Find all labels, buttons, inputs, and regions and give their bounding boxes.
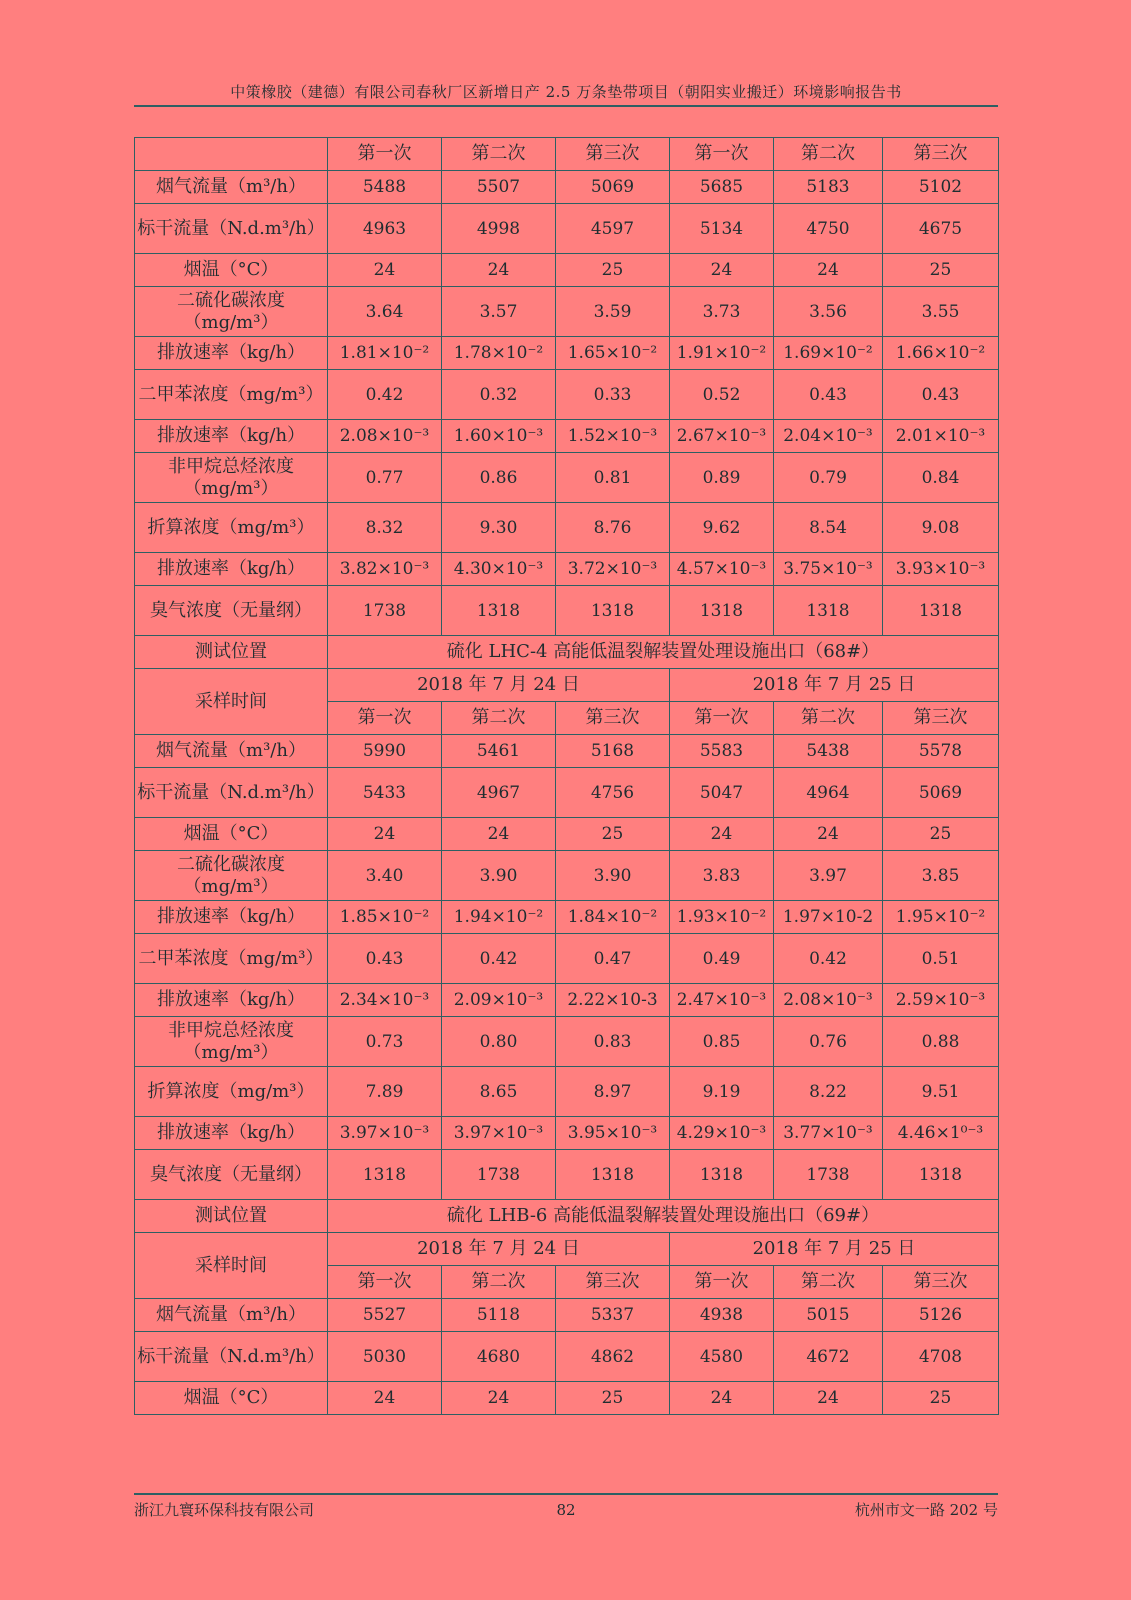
table-row <box>135 370 999 420</box>
table-cell: 0.43 <box>328 934 442 984</box>
table-cell: 5685 <box>670 171 774 204</box>
table-row <box>135 337 999 370</box>
table-row <box>135 851 999 901</box>
row-label: 排放速率（kg/h） <box>135 337 328 370</box>
table-cell: 4597 <box>556 204 670 254</box>
table-cell: 0.49 <box>670 934 774 984</box>
row-label: 标干流量（N.d.m³/h） <box>135 204 328 254</box>
footer-rule <box>134 1493 998 1495</box>
table-cell: 0.73 <box>328 1017 442 1067</box>
table-cell: 2.08×10⁻³ <box>774 984 883 1017</box>
table-cell: 1318 <box>442 586 556 636</box>
sample-header-cell: 第三次 <box>883 1266 999 1299</box>
table-cell: 1.81×10⁻² <box>328 337 442 370</box>
table-cell: 5102 <box>883 171 999 204</box>
table-cell: 24 <box>328 1382 442 1415</box>
row-label: 排放速率（kg/h） <box>135 420 328 453</box>
table-cell: 3.73 <box>670 287 774 337</box>
table-row <box>135 586 999 636</box>
table-cell: 24 <box>670 254 774 287</box>
row-label: 排放速率（kg/h） <box>135 553 328 586</box>
table-cell: 9.62 <box>670 503 774 553</box>
sample-header-cell: 第一次 <box>328 138 442 171</box>
sample-header-cell: 第三次 <box>883 702 999 735</box>
table-row <box>135 287 999 337</box>
table-cell: 25 <box>883 254 999 287</box>
sample-header-cell: 第三次 <box>556 138 670 171</box>
table-cell: 3.85 <box>883 851 999 901</box>
table-cell: 3.90 <box>556 851 670 901</box>
table-cell: 4.30×10⁻³ <box>442 553 556 586</box>
table-row <box>135 636 999 669</box>
table-cell: 4963 <box>328 204 442 254</box>
table-cell: 0.42 <box>442 934 556 984</box>
table-cell: 4680 <box>442 1332 556 1382</box>
table-cell: 0.43 <box>883 370 999 420</box>
table-cell: 2.01×10⁻³ <box>883 420 999 453</box>
table-cell: 9.08 <box>883 503 999 553</box>
page-header: 中策橡胶（建德）有限公司春秋厂区新增日产 2.5 万条垫带项目（朝阳实业搬迁）环境影响报告书 <box>230 83 902 101</box>
table-cell: 0.32 <box>442 370 556 420</box>
page-footer <box>134 1498 998 1522</box>
table-cell: 9.30 <box>442 503 556 553</box>
emission-table <box>134 137 999 1415</box>
table-cell: 0.42 <box>328 370 442 420</box>
table-cell: 3.77×10⁻³ <box>774 1117 883 1150</box>
table-cell: 5030 <box>328 1332 442 1382</box>
table-cell: 8.97 <box>556 1067 670 1117</box>
row-label: 烟气流量（m³/h） <box>135 1299 328 1332</box>
table-cell: 25 <box>883 818 999 851</box>
table-cell: 24 <box>774 818 883 851</box>
location-label: 测试位置 <box>135 636 328 669</box>
table-cell: 0.77 <box>328 453 442 503</box>
row-label: 烟气流量（m³/h） <box>135 735 328 768</box>
sample-header-cell: 第二次 <box>774 702 883 735</box>
table-cell: 0.83 <box>556 1017 670 1067</box>
table-cell: 5438 <box>774 735 883 768</box>
table-cell: 4750 <box>774 204 883 254</box>
sample-header-cell: 第二次 <box>442 138 556 171</box>
row-label: 烟温（°C） <box>135 254 328 287</box>
table-cell: 0.33 <box>556 370 670 420</box>
table-cell: 1.66×10⁻² <box>883 337 999 370</box>
table-cell: 4580 <box>670 1332 774 1382</box>
table-cell: 9.19 <box>670 1067 774 1117</box>
row-label: 排放速率（kg/h） <box>135 1117 328 1150</box>
table-cell: 25 <box>883 1382 999 1415</box>
row-label: 非甲烷总烃浓度（mg/m³） <box>135 453 328 503</box>
table-row <box>135 503 999 553</box>
table-cell: 3.57 <box>442 287 556 337</box>
table-cell: 5069 <box>883 768 999 818</box>
table-cell: 24 <box>670 1382 774 1415</box>
table-cell: 3.90 <box>442 851 556 901</box>
table-row <box>135 420 999 453</box>
table-cell: 8.54 <box>774 503 883 553</box>
page-number: 82 <box>556 1501 576 1519</box>
row-label: 二硫化碳浓度（mg/m³） <box>135 287 328 337</box>
table-cell: 3.95×10⁻³ <box>556 1117 670 1150</box>
table-cell: 1.94×10⁻² <box>442 901 556 934</box>
table-cell: 2.34×10⁻³ <box>328 984 442 1017</box>
sampling-time-label: 采样时间 <box>135 1233 328 1299</box>
table-cell: 4708 <box>883 1332 999 1382</box>
row-label: 烟气流量（m³/h） <box>135 171 328 204</box>
row-label: 臭气浓度（无量纲） <box>135 586 328 636</box>
table-cell: 1.95×10⁻² <box>883 901 999 934</box>
table-cell: 4967 <box>442 768 556 818</box>
row-label: 烟温（°C） <box>135 1382 328 1415</box>
table-cell: 1318 <box>670 1150 774 1200</box>
table-cell: 9.51 <box>883 1067 999 1117</box>
table-cell: 5583 <box>670 735 774 768</box>
table-cell: 5527 <box>328 1299 442 1332</box>
table-cell: 4998 <box>442 204 556 254</box>
row-label: 排放速率（kg/h） <box>135 901 328 934</box>
row-label: 排放速率（kg/h） <box>135 984 328 1017</box>
table-cell: 0.81 <box>556 453 670 503</box>
table-cell: 5168 <box>556 735 670 768</box>
table-cell: 4964 <box>774 768 883 818</box>
date-cell: 2018 年 7 月 24 日 <box>328 669 670 702</box>
location-value: 硫化 LHB-6 高能低温裂解装置处理设施出口（69#） <box>328 1200 999 1233</box>
table-cell: 1.93×10⁻² <box>670 901 774 934</box>
table-row <box>135 204 999 254</box>
row-label: 非甲烷总烃浓度（mg/m³） <box>135 1017 328 1067</box>
table-cell: 4672 <box>774 1332 883 1382</box>
table-cell: 5047 <box>670 768 774 818</box>
table-row <box>135 171 999 204</box>
table-cell: 2.67×10⁻³ <box>670 420 774 453</box>
table-cell: 1.78×10⁻² <box>442 337 556 370</box>
table-cell: 1318 <box>556 1150 670 1200</box>
table-cell: 3.97 <box>774 851 883 901</box>
table-cell: 4.57×10⁻³ <box>670 553 774 586</box>
table-cell: 2.59×10⁻³ <box>883 984 999 1017</box>
header-rule <box>134 105 998 107</box>
row-label: 标干流量（N.d.m³/h） <box>135 768 328 818</box>
table-row <box>135 1233 999 1266</box>
table-cell: 1318 <box>556 586 670 636</box>
table-cell: 2.08×10⁻³ <box>328 420 442 453</box>
table-row <box>135 1117 999 1150</box>
table-row <box>135 735 999 768</box>
table-cell: 1738 <box>774 1150 883 1200</box>
table-cell: 0.51 <box>883 934 999 984</box>
table-cell: 8.65 <box>442 1067 556 1117</box>
table-row <box>135 768 999 818</box>
sample-header-cell: 第三次 <box>883 138 999 171</box>
sample-header-cell: 第三次 <box>556 1266 670 1299</box>
table-row <box>135 901 999 934</box>
table-cell: 25 <box>556 818 670 851</box>
table-cell: 0.86 <box>442 453 556 503</box>
table-cell: 3.56 <box>774 287 883 337</box>
table-row <box>135 984 999 1017</box>
table-cell: 3.64 <box>328 287 442 337</box>
table-row <box>135 1382 999 1415</box>
table-row <box>135 453 999 503</box>
table-cell: 1.69×10⁻² <box>774 337 883 370</box>
table-row <box>135 1067 999 1117</box>
table-row <box>135 934 999 984</box>
sample-header-cell: 第三次 <box>556 702 670 735</box>
sample-header-cell: 第二次 <box>774 1266 883 1299</box>
row-label: 折算浓度（mg/m³） <box>135 503 328 553</box>
row-label: 二甲苯浓度（mg/m³） <box>135 934 328 984</box>
table-cell: 2.04×10⁻³ <box>774 420 883 453</box>
table-cell: 1.52×10⁻³ <box>556 420 670 453</box>
table-cell: 0.85 <box>670 1017 774 1067</box>
row-label: 标干流量（N.d.m³/h） <box>135 1332 328 1382</box>
table-cell: 0.43 <box>774 370 883 420</box>
table-cell: 24 <box>328 254 442 287</box>
table-cell: 4.29×10⁻³ <box>670 1117 774 1150</box>
table-cell: 5337 <box>556 1299 670 1332</box>
table-cell: 1.97×10-2 <box>774 901 883 934</box>
table-cell: 0.79 <box>774 453 883 503</box>
table-cell: 1738 <box>328 586 442 636</box>
table-cell: 1318 <box>670 586 774 636</box>
sample-header-cell: 第二次 <box>442 1266 556 1299</box>
table-cell: 3.72×10⁻³ <box>556 553 670 586</box>
location-value: 硫化 LHC-4 高能低温裂解装置处理设施出口（68#） <box>328 636 999 669</box>
date-cell: 2018 年 7 月 24 日 <box>328 1233 670 1266</box>
table-row <box>135 138 999 171</box>
table-cell: 3.97×10⁻³ <box>442 1117 556 1150</box>
table-cell: 5015 <box>774 1299 883 1332</box>
row-label: 二甲苯浓度（mg/m³） <box>135 370 328 420</box>
row-label: 二硫化碳浓度（mg/m³） <box>135 851 328 901</box>
table-cell: 24 <box>442 818 556 851</box>
table-cell: 3.82×10⁻³ <box>328 553 442 586</box>
sample-header-cell: 第二次 <box>442 702 556 735</box>
table-cell: 3.83 <box>670 851 774 901</box>
date-cell: 2018 年 7 月 25 日 <box>670 669 999 702</box>
table-cell: 0.52 <box>670 370 774 420</box>
table-row <box>135 1200 999 1233</box>
table-cell: 25 <box>556 254 670 287</box>
table-cell: 5134 <box>670 204 774 254</box>
table-cell: 24 <box>328 818 442 851</box>
row-label: 烟温（°C） <box>135 818 328 851</box>
row-label <box>135 138 328 171</box>
sampling-time-label: 采样时间 <box>135 669 328 735</box>
table-cell: 1318 <box>328 1150 442 1200</box>
table-cell: 1.65×10⁻² <box>556 337 670 370</box>
table-cell: 8.76 <box>556 503 670 553</box>
table-row <box>135 1150 999 1200</box>
sample-header-cell: 第一次 <box>670 138 774 171</box>
table-cell: 3.59 <box>556 287 670 337</box>
row-label: 折算浓度（mg/m³） <box>135 1067 328 1117</box>
table-cell: 8.22 <box>774 1067 883 1117</box>
table-cell: 3.97×10⁻³ <box>328 1117 442 1150</box>
table-cell: 5578 <box>883 735 999 768</box>
table-cell: 4938 <box>670 1299 774 1332</box>
location-label: 测试位置 <box>135 1200 328 1233</box>
sample-header-cell: 第二次 <box>774 138 883 171</box>
table-cell: 1318 <box>774 586 883 636</box>
table-cell: 2.47×10⁻³ <box>670 984 774 1017</box>
table-cell: 24 <box>774 1382 883 1415</box>
table-cell: 3.75×10⁻³ <box>774 553 883 586</box>
table-cell: 0.42 <box>774 934 883 984</box>
table-cell: 25 <box>556 1382 670 1415</box>
footer-address: 杭州市文一路 202 号 <box>854 1501 998 1519</box>
table-cell: 24 <box>442 254 556 287</box>
table-cell: 1.84×10⁻² <box>556 901 670 934</box>
table-row <box>135 669 999 702</box>
table-cell: 1.85×10⁻² <box>328 901 442 934</box>
table-cell: 1.91×10⁻² <box>670 337 774 370</box>
sample-header-cell: 第一次 <box>328 702 442 735</box>
table-cell: 24 <box>774 254 883 287</box>
table-row <box>135 553 999 586</box>
table-cell: 0.89 <box>670 453 774 503</box>
table-cell: 5990 <box>328 735 442 768</box>
table-cell: 0.76 <box>774 1017 883 1067</box>
sample-header-cell: 第一次 <box>328 1266 442 1299</box>
sample-header-cell: 第一次 <box>670 702 774 735</box>
table-cell: 5488 <box>328 171 442 204</box>
date-cell: 2018 年 7 月 25 日 <box>670 1233 999 1266</box>
table-cell: 0.47 <box>556 934 670 984</box>
row-label: 臭气浓度（无量纲） <box>135 1150 328 1200</box>
table-cell: 3.40 <box>328 851 442 901</box>
table-cell: 5069 <box>556 171 670 204</box>
table-cell: 0.80 <box>442 1017 556 1067</box>
table-cell: 24 <box>670 818 774 851</box>
table-cell: 8.32 <box>328 503 442 553</box>
table-cell: 5183 <box>774 171 883 204</box>
table-row <box>135 818 999 851</box>
table-cell: 0.84 <box>883 453 999 503</box>
table-cell: 3.55 <box>883 287 999 337</box>
footer-company: 浙江九寰环保科技有限公司 <box>134 1501 315 1519</box>
table-cell: 2.22×10-3 <box>556 984 670 1017</box>
table-cell: 5118 <box>442 1299 556 1332</box>
table-cell: 3.93×10⁻³ <box>883 553 999 586</box>
table-cell: 1318 <box>883 1150 999 1200</box>
table-cell: 0.88 <box>883 1017 999 1067</box>
table-cell: 2.09×10⁻³ <box>442 984 556 1017</box>
table-cell: 5433 <box>328 768 442 818</box>
table-cell: 5507 <box>442 171 556 204</box>
table-cell: 1738 <box>442 1150 556 1200</box>
table-cell: 4675 <box>883 204 999 254</box>
table-row <box>135 1299 999 1332</box>
sample-header-cell: 第一次 <box>670 1266 774 1299</box>
table-cell: 5126 <box>883 1299 999 1332</box>
table-cell: 7.89 <box>328 1067 442 1117</box>
table-cell: 5461 <box>442 735 556 768</box>
table-row <box>135 1017 999 1067</box>
table-cell: 4862 <box>556 1332 670 1382</box>
table-cell: 4.46×1⁰⁻³ <box>883 1117 999 1150</box>
table-cell: 24 <box>442 1382 556 1415</box>
table-cell: 1318 <box>883 586 999 636</box>
table-row <box>135 1332 999 1382</box>
table-row <box>135 254 999 287</box>
table-cell: 4756 <box>556 768 670 818</box>
table-cell: 1.60×10⁻³ <box>442 420 556 453</box>
